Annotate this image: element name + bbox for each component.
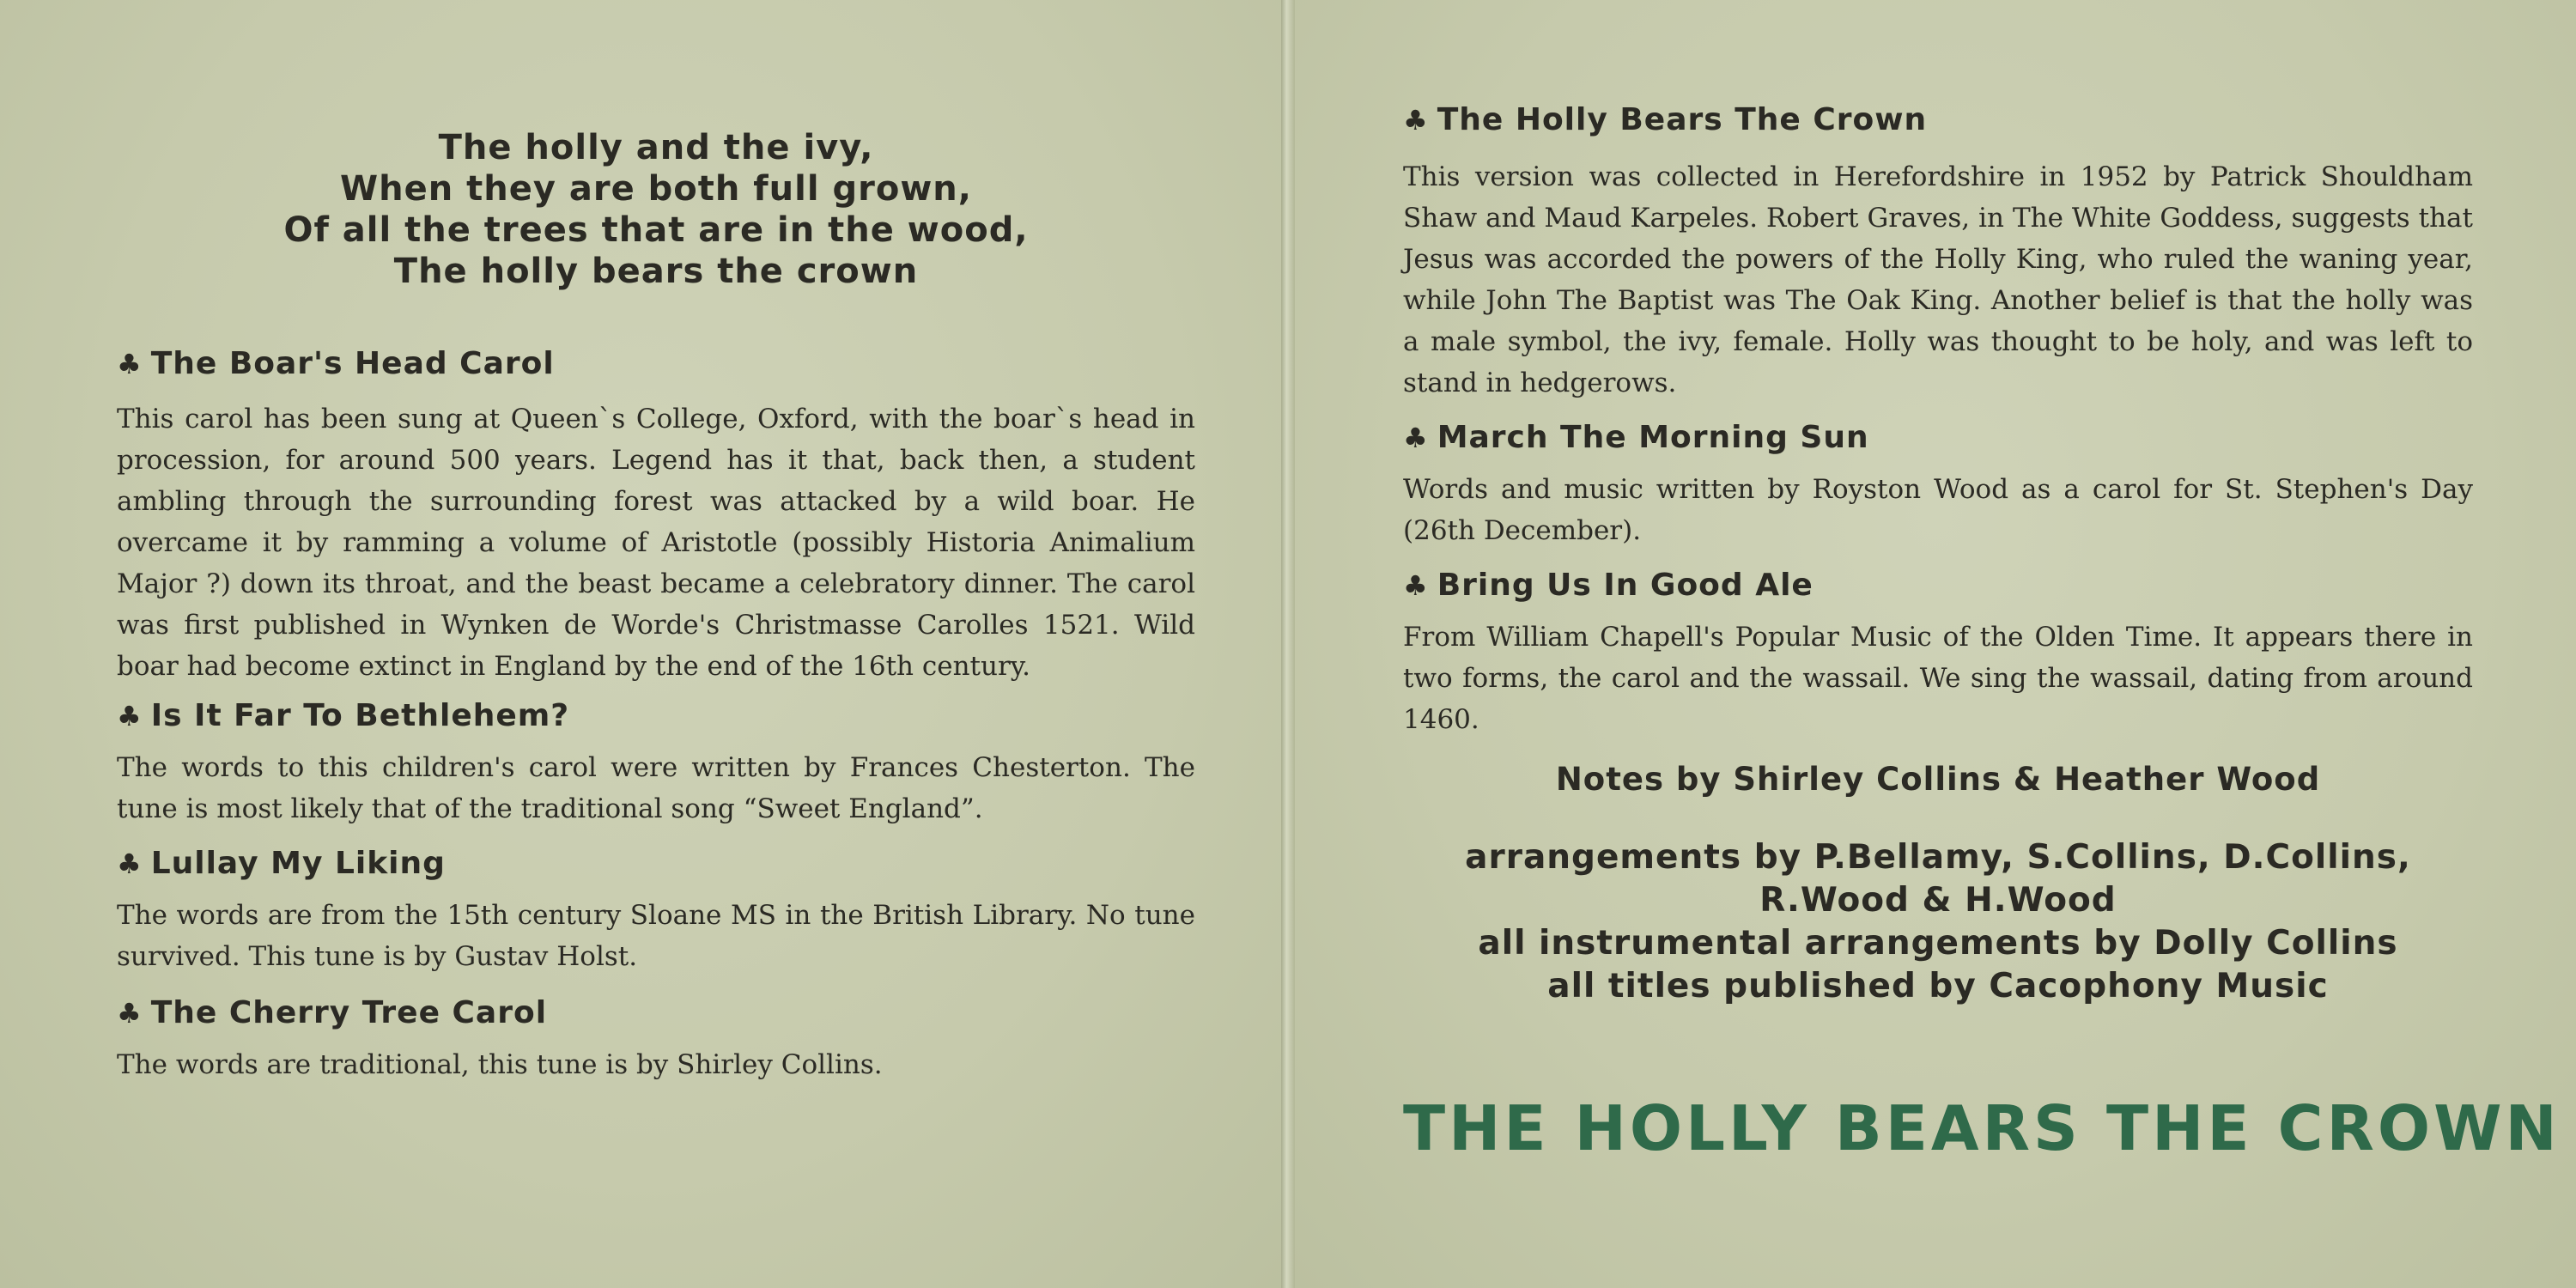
section-heading-bring-us-in-good-ale bbox=[1403, 567, 2473, 605]
credit-line: all titles published by Cacophony Music bbox=[1547, 967, 2329, 1005]
section-heading-march-the-morning-sun bbox=[1403, 419, 2473, 457]
section-text: The words to this children's carol were written by Frances Chesterton. The tune is most likely that of the traditional song “Sweet England”. bbox=[117, 752, 1195, 824]
right-page bbox=[1295, 0, 2576, 1288]
section-title: Bring Us In Good Ale bbox=[1437, 568, 1814, 603]
credit-line: all instrumental arrangements by Dolly Collins bbox=[1478, 924, 2398, 963]
verse-line: The holly and the ivy, bbox=[438, 128, 874, 167]
album-title: THE HOLLY BEARS THE CROWN bbox=[1403, 1092, 2561, 1164]
club-icon: ♣ bbox=[1403, 104, 1429, 137]
section-heading-is-it-far-to-bethlehem bbox=[117, 697, 1195, 735]
section-title: Is It Far To Bethlehem? bbox=[150, 698, 570, 733]
section-heading-lullay-my-liking bbox=[117, 845, 1195, 883]
credit-line: arrangements by P.Bellamy, S.Collins, D.Collins, bbox=[1465, 838, 2411, 877]
left-page bbox=[0, 0, 1281, 1288]
section-heading-cherry-tree-carol bbox=[117, 994, 1195, 1032]
section-title: Lullay My Liking bbox=[150, 846, 446, 881]
verse-line: The holly bears the crown bbox=[393, 252, 919, 291]
club-icon: ♣ bbox=[1403, 422, 1429, 454]
section-title: The Holly Bears The Crown bbox=[1437, 102, 1928, 137]
section-heading-holly-bears-the-crown bbox=[1403, 101, 2473, 139]
verse-line: When they are both full grown, bbox=[340, 169, 972, 209]
club-icon: ♣ bbox=[117, 848, 143, 880]
section-title: The Cherry Tree Carol bbox=[150, 995, 548, 1030]
section-text: The words are traditional, this tune is by Shirley Collins. bbox=[117, 1049, 883, 1080]
section-title: March The Morning Sun bbox=[1437, 420, 1869, 455]
page-fold bbox=[1281, 0, 1295, 1288]
arrangement-credits bbox=[1403, 836, 2473, 1008]
club-icon: ♣ bbox=[117, 700, 143, 732]
section-heading-boars-head-carol bbox=[117, 345, 1195, 383]
section-text: This version was collected in Herefordshire in 1952 by Patrick Shouldham Shaw and Maud Karpeles. Robert Graves, in The White Goddess, suggests that Jesus was accorded the powers of the Holly King, who ruled the waning year, while John The Baptist was The Oak King. Another belief is that the holly was a male symbol, the ivy, female. Holly was thought to be holy, and was left to stand in hedgerows. bbox=[1403, 161, 2473, 398]
club-icon: ♣ bbox=[117, 997, 143, 1030]
credit-line: R.Wood & H.Wood bbox=[1759, 881, 2117, 920]
section-title: The Boar's Head Carol bbox=[150, 346, 555, 381]
notes-credit: Notes by Shirley Collins & Heather Wood bbox=[1555, 761, 2321, 798]
section-text: From William Chapell's Popular Music of the Olden Time. It appears there in two forms, the carol and the wassail. We sing the wassail, dating from around 1460. bbox=[1403, 622, 2473, 735]
section-text: The words are from the 15th century Sloane MS in the British Library. No tune survived. This tune is by Gustav Holst. bbox=[117, 900, 1195, 972]
section-text: This carol has been sung at Queen`s College, Oxford, with the boar`s head in procession, for around 500 years. Legend has it that, back then, a student ambling through the surrounding forest was attacked by a wild boar. He overcame it by ramming a volume of Aristotle (possibly Historia Animalium Major ?) down its throat, and the beast became a celebratory dinner. The carol was first published in Wynken de Worde's Christmasse Carolles 1521. Wild boar had become extinct in England by the end of the 16th century. bbox=[117, 404, 1195, 682]
verse-line: Of all the trees that are in the wood, bbox=[283, 210, 1029, 250]
club-icon: ♣ bbox=[117, 348, 143, 380]
club-icon: ♣ bbox=[1403, 569, 1429, 602]
section-text: Words and music written by Royston Wood as a carol for St. Stephen's Day (26th December). bbox=[1403, 474, 2473, 546]
opening-verse bbox=[117, 127, 1195, 292]
